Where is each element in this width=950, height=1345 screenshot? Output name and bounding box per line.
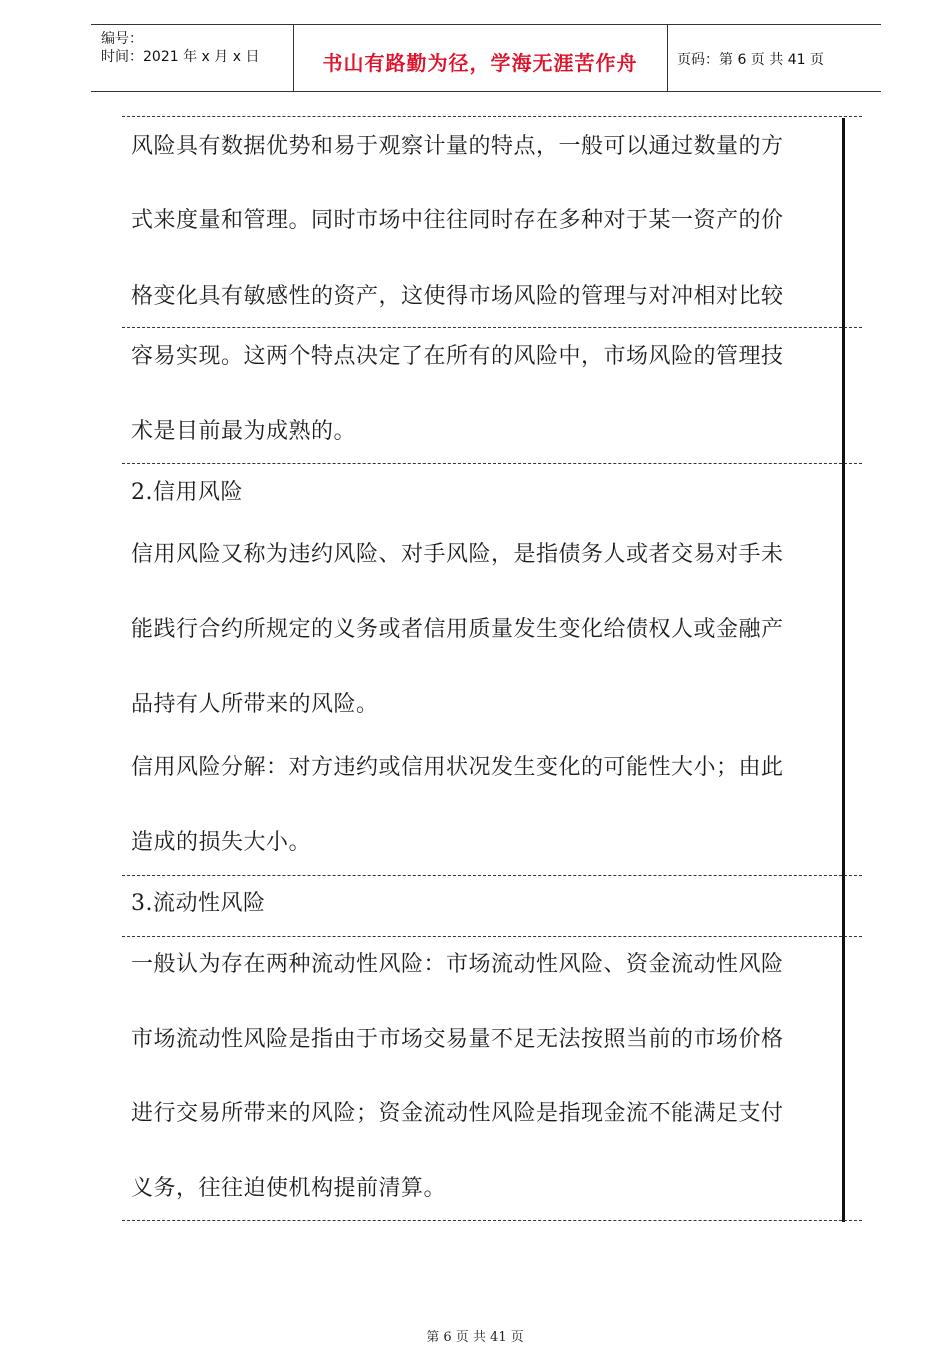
- motto-text: 书山有路勤为径，学海无涯苦作舟: [322, 51, 638, 75]
- page-header: [91, 24, 881, 92]
- body-line: 格变化具有敏感性的资产，这使得市场风险的管理与对冲相对比较: [131, 284, 784, 309]
- body-line: 义务，往往迫使机构提前清算。: [131, 1176, 447, 1201]
- body-line: 进行交易所带来的风险；资金流动性风险是指现金流不能满足支付: [131, 1101, 784, 1126]
- dashed-divider: [122, 327, 862, 328]
- page-info: 页码：第 6 页 共 41 页: [677, 52, 824, 68]
- serial-label: 编号：: [101, 31, 143, 47]
- section-heading: 3.流动性风险: [131, 891, 266, 916]
- body-line: 信用风险分解：对方违约或信用状况发生变化的可能性大小；由此: [131, 755, 784, 780]
- body-line: 式来度量和管理。同时市场中往往同时存在多种对于某一资产的价: [131, 208, 784, 233]
- header-meta-cell: [91, 25, 294, 91]
- body-line: 品持有人所带来的风险。: [131, 692, 379, 717]
- dashed-divider: [122, 875, 862, 876]
- page-footer: 第 6 页 共 41 页: [426, 1330, 524, 1345]
- header-page-cell: [667, 25, 881, 91]
- body-line: 术是目前最为成熟的。: [131, 419, 357, 444]
- right-border-line: [842, 118, 845, 1222]
- dashed-divider: [122, 1220, 862, 1221]
- time-label: 时间：2021 年 x 月 x 日: [101, 49, 260, 65]
- body-line: 一般认为存在两种流动性风险：市场流动性风险、资金流动性风险: [131, 952, 784, 977]
- body-line: 能践行合约所规定的义务或者信用质量发生变化给债权人或金融产: [131, 617, 784, 642]
- body-line: 市场流动性风险是指由于市场交易量不足无法按照当前的市场价格: [131, 1027, 784, 1052]
- body-line: 信用风险又称为违约风险、对手风险，是指债务人或者交易对手未: [131, 542, 784, 567]
- header-motto-cell: [293, 25, 668, 91]
- body-line: 风险具有数据优势和易于观察计量的特点，一般可以通过数量的方: [131, 134, 784, 159]
- section-heading: 2.信用风险: [131, 480, 243, 505]
- dashed-divider: [122, 116, 862, 117]
- body-line: 造成的损失大小。: [131, 830, 312, 855]
- body-line: 容易实现。这两个特点决定了在所有的风险中，市场风险的管理技: [131, 344, 784, 369]
- dashed-divider: [122, 463, 862, 464]
- dashed-divider: [122, 936, 862, 937]
